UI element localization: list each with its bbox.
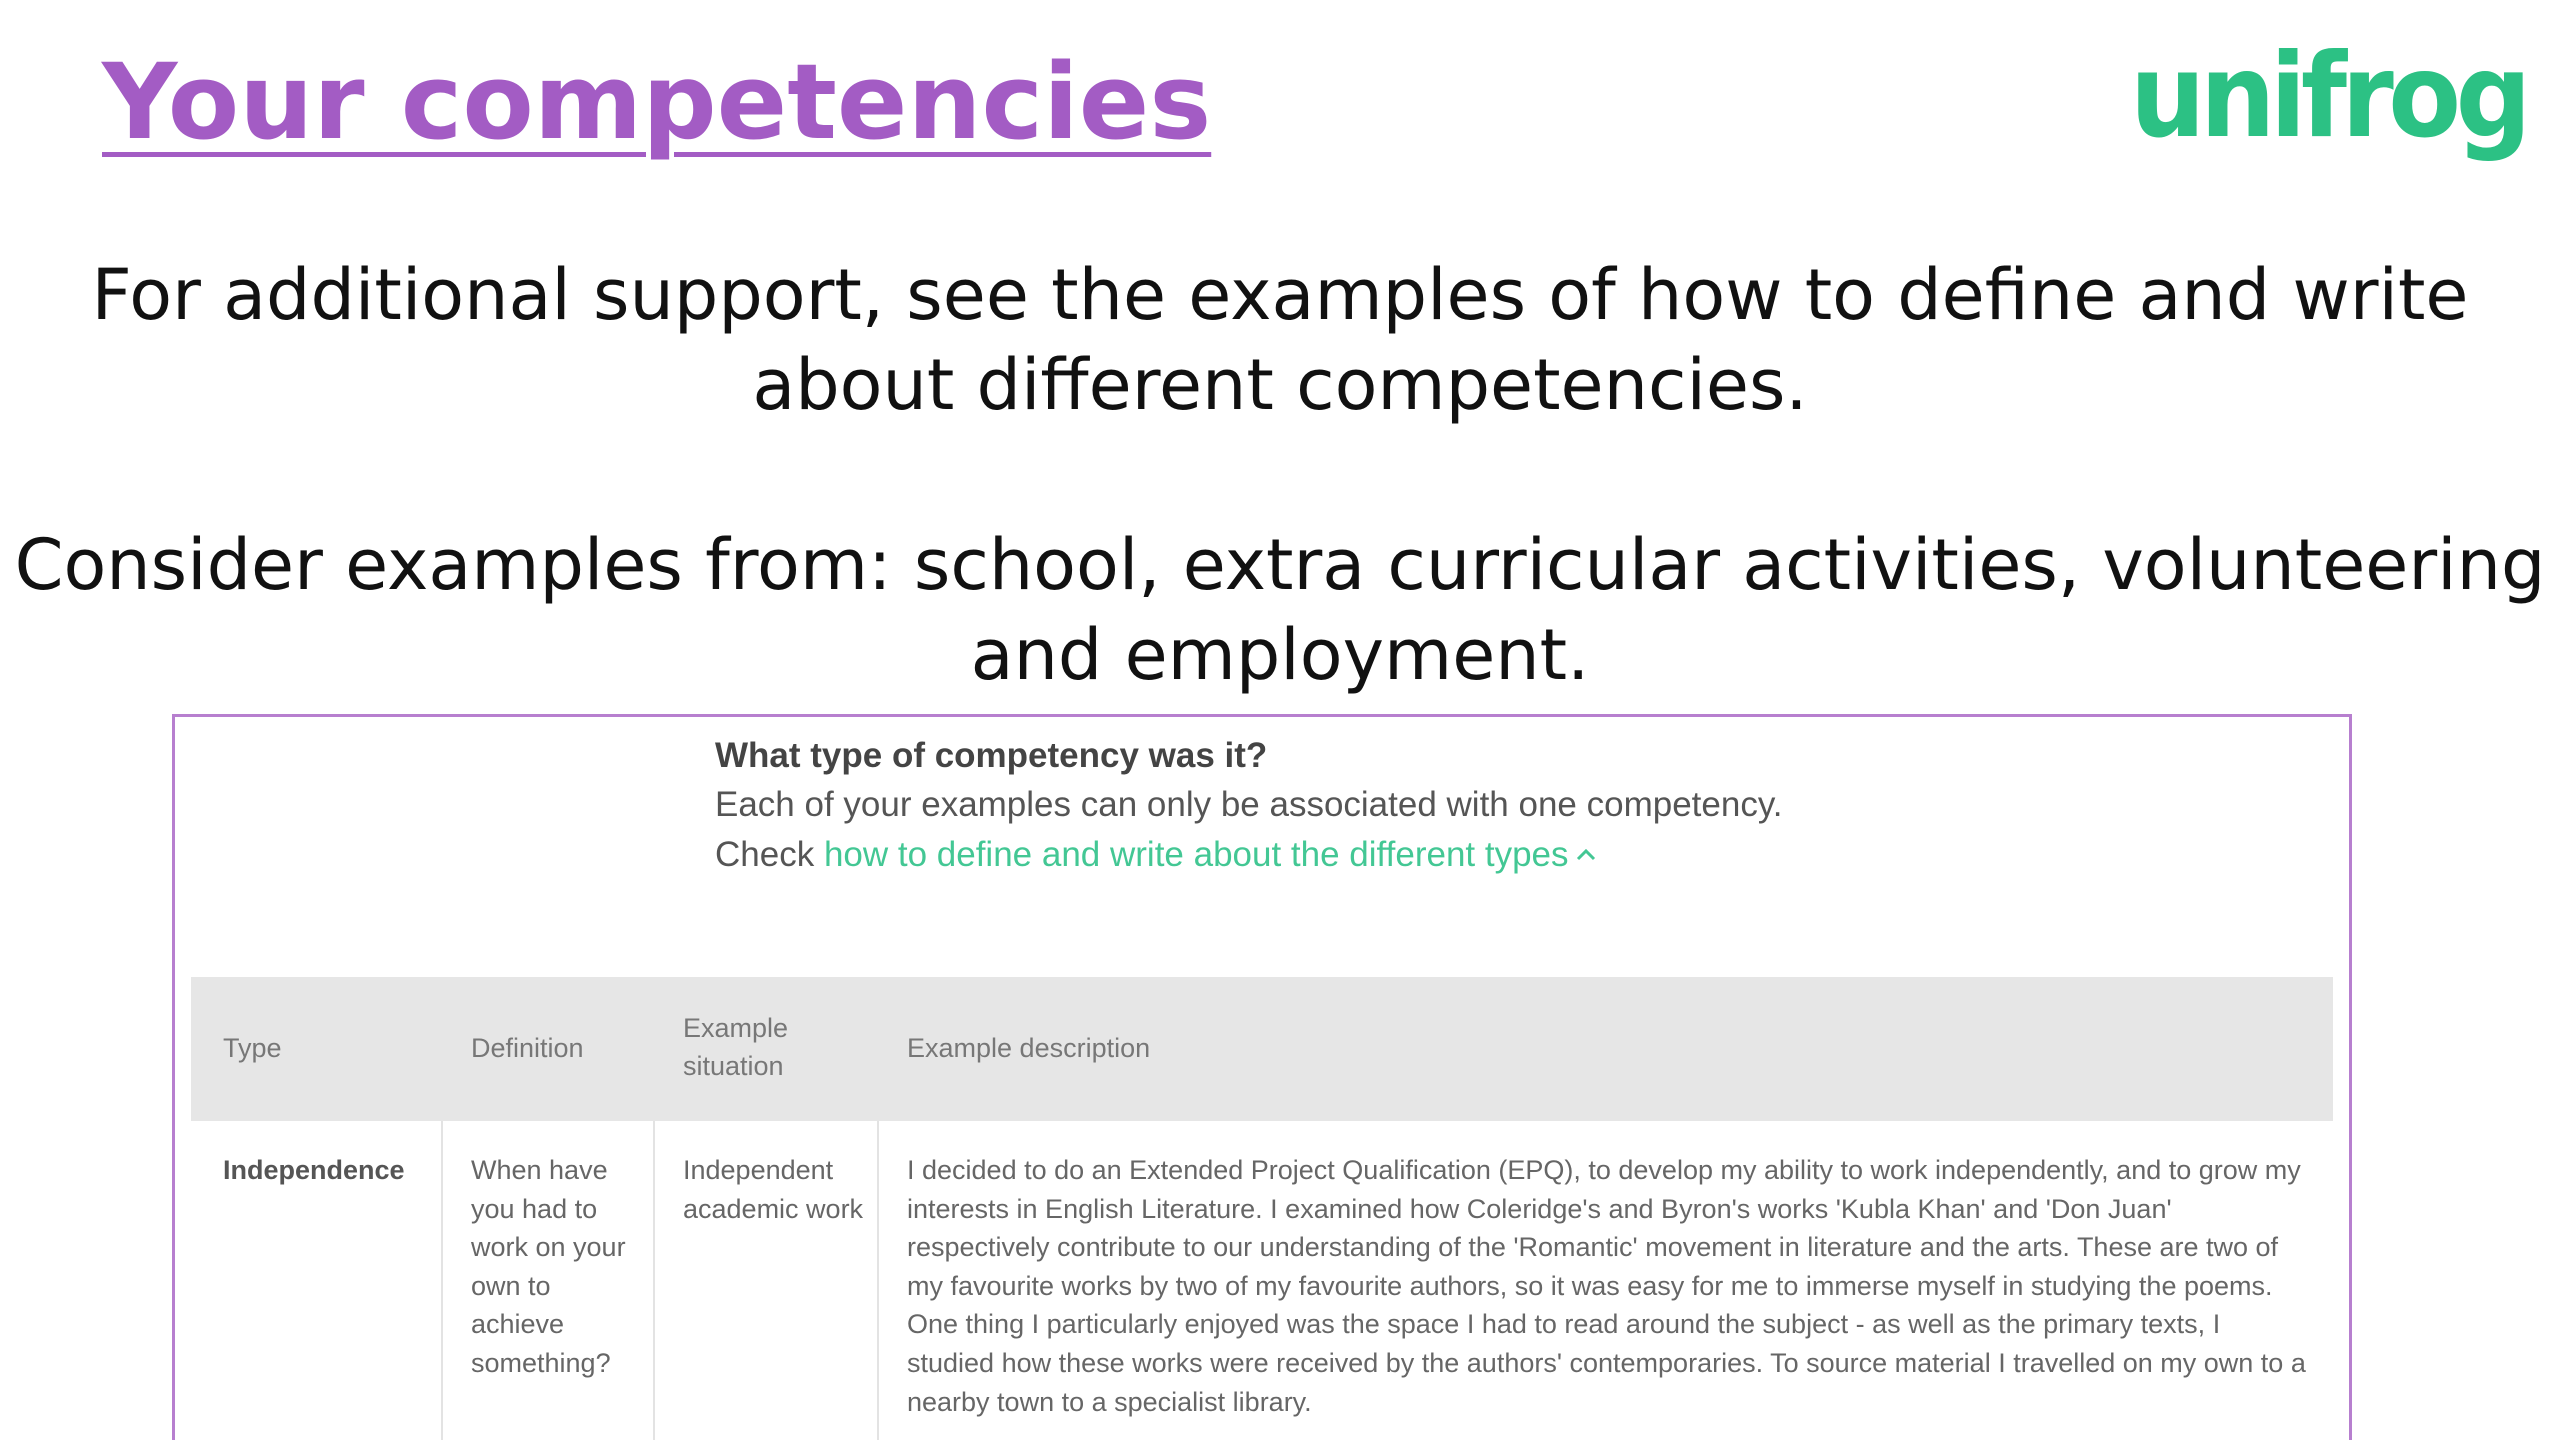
cell-description: I decided to do an Extended Project Qualification (EPQ), to develop my ability to work independently, and to grow my interests in English Literature. I examined how Coleridge's and Byron's works 'Kubla Khan' and 'Don Juan' respectively contribute to our understanding of the 'Romantic' movement in literature and the arts. These are two of my favourite works by two of my favourite authors, so it was easy for me to immerse myself in studying the poems. One thing I particularly enjoyed was the space I had to read around the subject - as well as the primary texts, I studied how these works were received by the authors' contemporaries. To source material I travelled on my own to a nearby town to a specialist library. [907,1155,2306,1417]
column-divider [441,1121,443,1440]
column-divider [653,1121,655,1440]
page-title-link[interactable]: Your competencies [102,41,1212,163]
define-types-link-label: how to define and write about the different types [823,835,1569,874]
cell-situation: Independent academic work [683,1155,864,1224]
cell-type: Independence [223,1155,405,1185]
question-title: What type of competency was it? [715,736,1268,775]
intro-examples-text: Consider examples from: school, extra curricular activities, volunteering and employment. [14,524,2546,696]
header-example-description: Example description [907,1033,1151,1063]
competency-question [715,731,1782,879]
define-types-link[interactable] [824,835,1597,874]
intro-support-text: For additional support, see the examples of how to define and write about different competencies. [91,254,2469,426]
cell-definition: When have you had to work on your own to achieve something? [471,1155,626,1378]
check-line [715,829,1782,879]
header-definition: Definition [471,1033,584,1063]
question-note: Each of your examples can only be associated with one competency. [715,785,1783,824]
header-type: Type [223,1033,282,1063]
chevron-up-icon [1575,829,1597,878]
check-prefix: Check [715,835,824,874]
svg-text:unifrog: unifrog [2130,29,2526,164]
table-row [191,1121,2333,1440]
table-header [191,977,2333,1121]
unifrog-logo [2130,24,2530,184]
competency-panel [172,714,2352,1440]
header-example-situation: Example situation [683,1013,789,1081]
